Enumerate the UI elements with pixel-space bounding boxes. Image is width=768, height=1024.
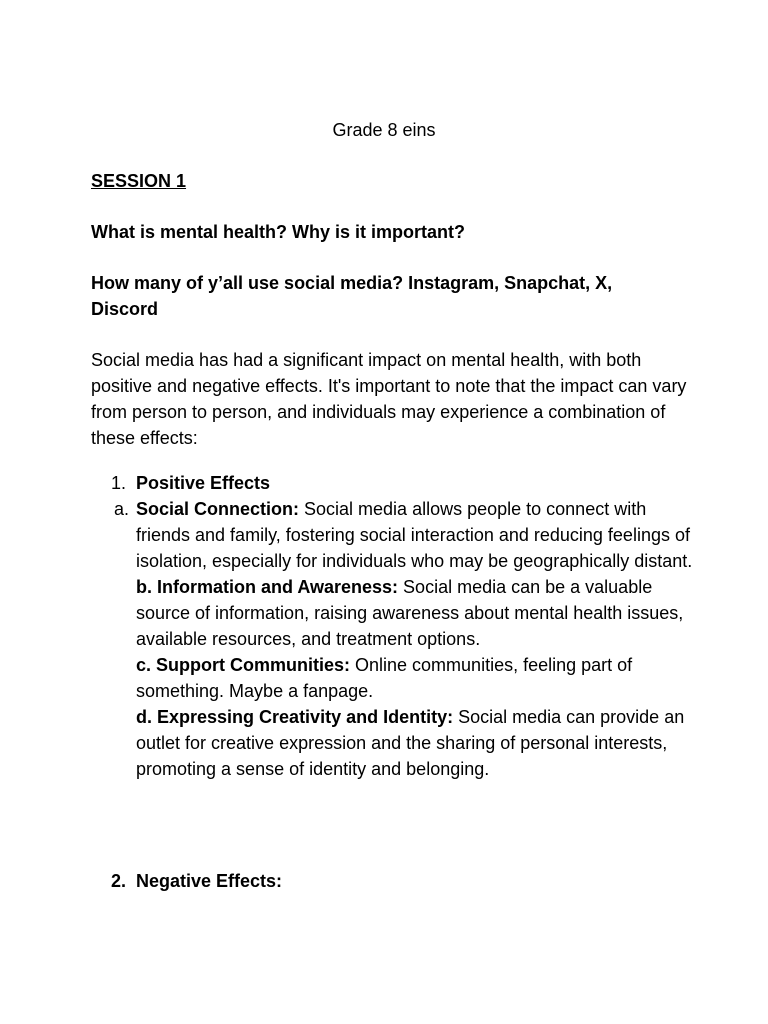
sub-heading-creativity-identity: d. Expressing Creativity and Identity: xyxy=(136,707,454,727)
sub-text-creativity-identity: Social media can provide an outlet for creative expression and the sharing of personal interests, promoting a sense of identity and belonging. xyxy=(136,707,685,779)
sub-heading-social-connection: Social Connection: xyxy=(136,499,300,519)
sub-text-social-connection: Social media allows people to connect with friends and family, fostering social interaction and reducing feelings of isolation, especially for individuals who may be geographically distant. xyxy=(136,499,693,571)
session-heading: SESSION 1 xyxy=(91,171,187,191)
list-item-label: Positive Effects xyxy=(136,473,271,493)
sub-text-support-communities: Online communities, feeling part of something. Maybe a fanpage. xyxy=(136,655,633,701)
intro-paragraph: Social media has had a significant impact on mental health, with both positive and negative effects. It's important to note that the impact can vary from person to person, and individuals may experience a combination of these effects: xyxy=(91,350,687,448)
list-marker: 1. xyxy=(111,473,127,493)
list-marker: 2. xyxy=(111,871,127,891)
question-social-media: How many of y’all use social media? Instagram, Snapchat, X, Discord xyxy=(91,273,613,319)
sub-heading-support-communities: c. Support Communities: xyxy=(136,655,351,675)
sub-heading-information-awareness: b. Information and Awareness: xyxy=(136,577,399,597)
list-item-label: Negative Effects: xyxy=(136,871,283,891)
question-mental-health: What is mental health? Why is it important? xyxy=(91,222,466,242)
sub-text-information-awareness: Social media can be a valuable source of information, raising awareness about mental health issues, available resources, and treatment options. xyxy=(136,577,684,649)
sub-list-body xyxy=(136,496,696,782)
document-title: Grade 8 eins xyxy=(332,120,436,140)
sub-list-marker: a. xyxy=(114,499,130,519)
